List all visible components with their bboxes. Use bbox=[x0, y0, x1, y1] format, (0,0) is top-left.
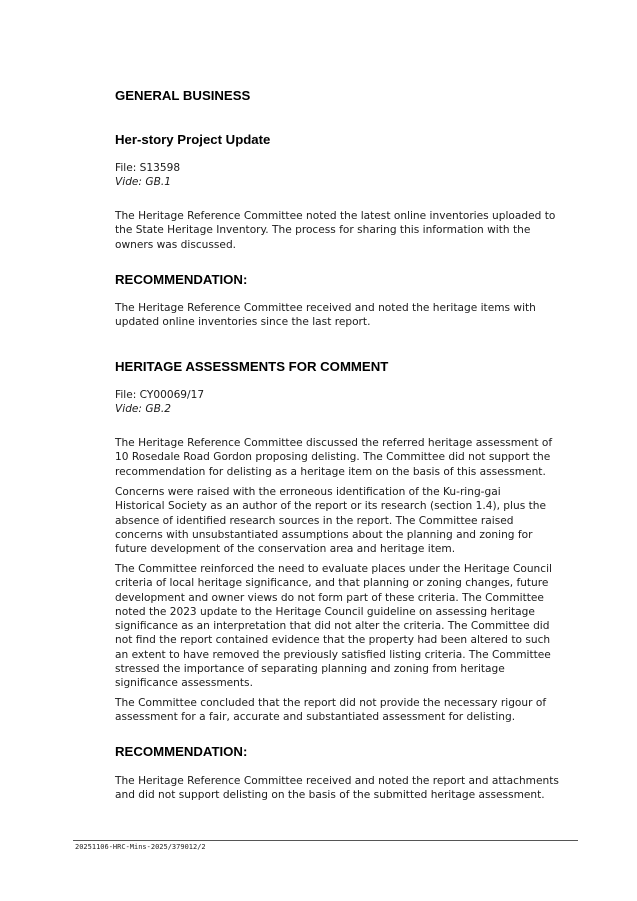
text-line: concerns with unsubstantiated assumptions about the planning and zoning for bbox=[115, 528, 533, 541]
herstory-paragraph bbox=[115, 209, 555, 252]
text-line: significance assessments. bbox=[115, 677, 253, 690]
text-line: stressed the importance of separating planning and zoning from heritage bbox=[115, 663, 505, 676]
text-line: noted the 2023 update to the Heritage Council guideline on assessing heritage bbox=[115, 605, 535, 618]
text-line: updated online inventories since the last report. bbox=[115, 316, 371, 329]
section-heading-heritage-assessments: HERITAGE ASSESSMENTS FOR COMMENT bbox=[115, 359, 389, 374]
text-line: absence of identified research sources in the report. The Committee raised bbox=[115, 514, 514, 527]
text-line: 10 Rosedale Road Gordon proposing delisting. The Committee did not support the bbox=[115, 451, 551, 464]
text-line: The Committee concluded that the report did not provide the necessary rigour of bbox=[115, 697, 547, 709]
recommendation-heading-heritage: RECOMMENDATION: bbox=[115, 744, 248, 759]
text-line: Concerns were raised with the erroneous identification of the Ku-ring-gai bbox=[115, 486, 501, 498]
recommendation-heading-herstory: RECOMMENDATION: bbox=[115, 272, 248, 287]
vide-reference: Vide: GB.1 bbox=[115, 176, 171, 189]
text-line: The Heritage Reference Committee received and noted the report and attachments bbox=[115, 775, 559, 787]
text-line: and did not support delisting on the basis of the submitted heritage assessment. bbox=[115, 789, 545, 802]
text-line: assessment for a fair, accurate and substantiated assessment for delisting. bbox=[115, 711, 516, 724]
text-line: The Heritage Reference Committee discussed the referred heritage assessment of bbox=[115, 437, 553, 449]
text-line: significance as an interpretation that did not alter the criteria. The Committee did bbox=[115, 620, 550, 633]
heritage-paragraph-3 bbox=[115, 562, 555, 691]
text-line: future development of the conservation area and heritage item. bbox=[115, 543, 456, 556]
heritage-recommendation-text bbox=[115, 774, 559, 803]
file-reference-heritage bbox=[115, 388, 555, 417]
text-line: not find the report contained evidence that the property had been altered to such bbox=[115, 634, 551, 647]
herstory-recommendation-text bbox=[115, 301, 555, 330]
vide-reference: Vide: GB.2 bbox=[115, 403, 171, 416]
text-line: Historical Society as an author of the report or its research (section 1.4), plus the bbox=[115, 500, 546, 513]
item-heading-herstory: Her-story Project Update bbox=[115, 132, 271, 147]
text-line: the State Heritage Inventory. The process for sharing this information with the bbox=[115, 224, 531, 237]
heritage-paragraph-4 bbox=[115, 696, 555, 725]
footer-divider bbox=[73, 840, 578, 841]
file-number: File: S13598 bbox=[115, 162, 181, 174]
text-line: an extent to have removed the previously satisfied listing criteria. The Committee bbox=[115, 648, 551, 661]
text-line: criteria of local heritage significance, and that planning or zoning changes, future bbox=[115, 577, 549, 590]
heritage-paragraph-1 bbox=[115, 436, 555, 479]
text-line: The Heritage Reference Committee noted the latest online inventories uploaded to bbox=[115, 210, 556, 222]
text-line: The Heritage Reference Committee received and noted the heritage items with bbox=[115, 302, 536, 314]
text-line: development and owner views do not form part of these criteria. The Committee bbox=[115, 591, 544, 604]
footer-document-reference: 20251106-HRC-Mins-2025/379012/2 bbox=[75, 843, 206, 851]
file-number: File: CY00069/17 bbox=[115, 389, 205, 401]
text-line: recommendation for delisting as a heritage item on the basis of this assessment. bbox=[115, 465, 546, 478]
section-heading-general-business: GENERAL BUSINESS bbox=[115, 88, 251, 103]
file-reference-herstory bbox=[115, 161, 555, 190]
text-line: owners was discussed. bbox=[115, 238, 237, 251]
heritage-paragraph-2 bbox=[115, 485, 555, 556]
text-line: The Committee reinforced the need to evaluate places under the Heritage Council bbox=[115, 563, 552, 575]
